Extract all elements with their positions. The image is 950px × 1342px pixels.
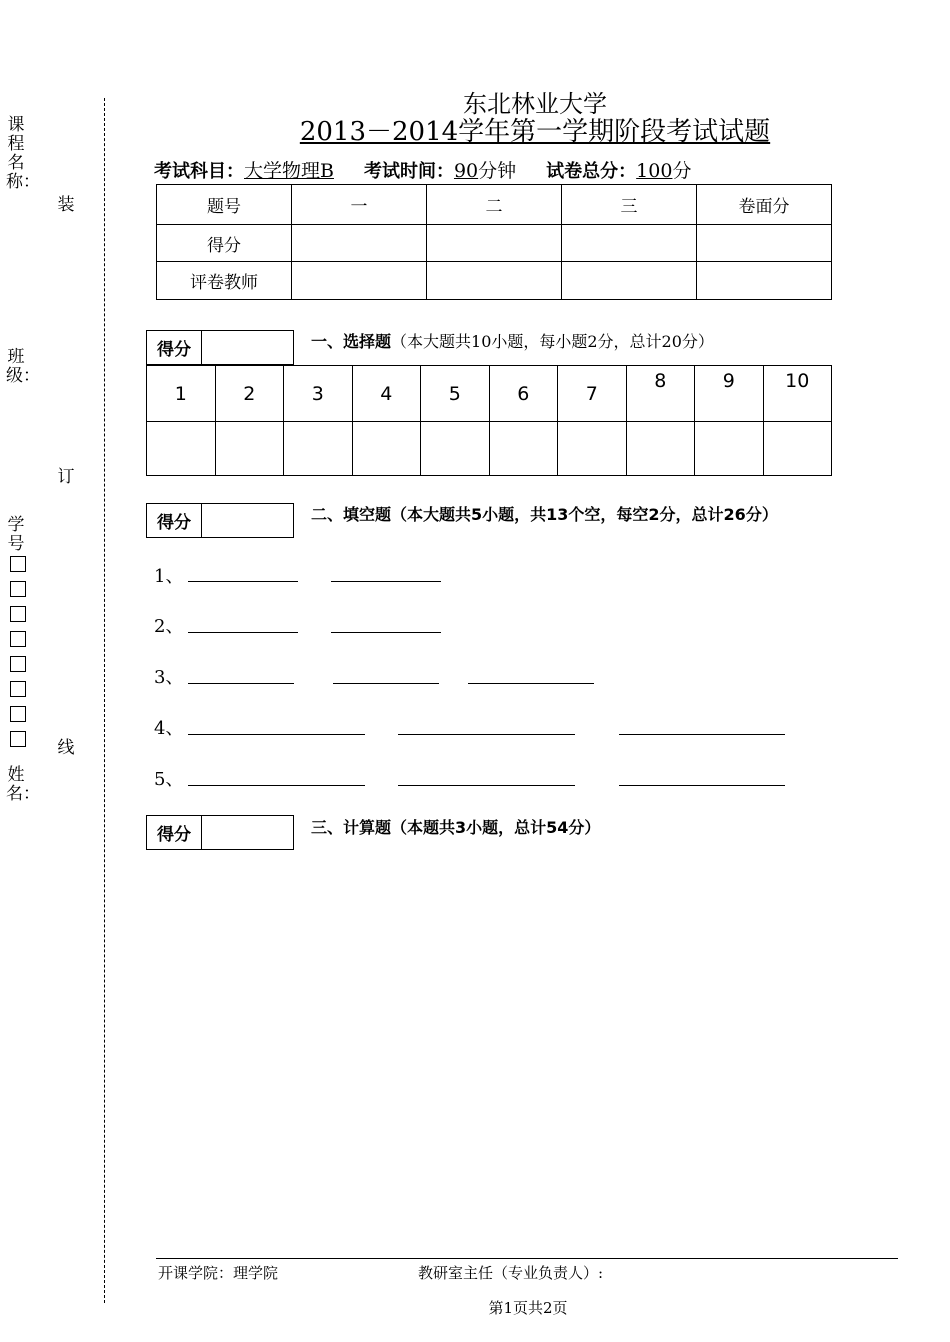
- subject-value: 大学物理B: [244, 160, 334, 182]
- id-box[interactable]: [10, 556, 26, 572]
- total-unit: 分: [672, 160, 692, 182]
- mc-answer-cell[interactable]: [284, 422, 353, 476]
- section3-title: 三、计算题: [311, 818, 392, 837]
- time-value: 90: [453, 160, 479, 182]
- mc-answer-cell[interactable]: [489, 422, 558, 476]
- footer-rule: [156, 1258, 898, 1259]
- section2-heading: [311, 502, 778, 525]
- fill-blank[interactable]: [398, 733, 575, 735]
- mc-number: 2: [215, 366, 284, 422]
- seam-word-xian: 线: [57, 738, 75, 758]
- header-cell: 题号: [157, 185, 292, 225]
- seam-word-zhuang: 装: [57, 195, 75, 215]
- mc-answer-cell[interactable]: [626, 422, 695, 476]
- fill-item-3: 3、: [154, 667, 184, 688]
- fill-blank[interactable]: [331, 580, 441, 582]
- id-box[interactable]: [10, 656, 26, 672]
- name-label: 姓名：: [6, 765, 40, 804]
- mc-number: 6: [489, 366, 558, 422]
- section3-heading: [311, 815, 600, 838]
- header-cell: 一: [292, 185, 427, 225]
- mc-answer-cell[interactable]: [352, 422, 421, 476]
- mc-answer-cell[interactable]: [558, 422, 627, 476]
- exam-info-line: [154, 156, 691, 183]
- score-cell[interactable]: [292, 225, 427, 262]
- section3-score-box: [146, 815, 294, 850]
- fill-blank[interactable]: [331, 631, 441, 633]
- fill-blank[interactable]: [188, 631, 298, 633]
- mc-number: 3: [284, 366, 353, 422]
- class-label: 班级：: [6, 347, 40, 386]
- grader-cell[interactable]: [697, 262, 832, 300]
- student-id-label: 学号: [7, 515, 25, 554]
- id-box[interactable]: [10, 581, 26, 597]
- score-cell[interactable]: [697, 225, 832, 262]
- section2-score-box: [146, 503, 294, 538]
- footer-college: 开课学院：理学院: [158, 1264, 279, 1282]
- fill-item-4: 4、: [154, 718, 184, 739]
- fill-blank[interactable]: [188, 682, 294, 684]
- grader-cell[interactable]: [427, 262, 562, 300]
- time-label: 考试时间：: [363, 161, 454, 182]
- header-cell: 卷面分: [697, 185, 832, 225]
- mc-answer-cell[interactable]: [215, 422, 284, 476]
- mc-number: 8: [626, 366, 695, 422]
- section2-note: （本大题共5小题，共13个空，每空2分，总计26分）: [391, 505, 778, 524]
- id-box[interactable]: [10, 731, 26, 747]
- university-name: 东北林业大学: [463, 90, 607, 118]
- mc-number: 4: [352, 366, 421, 422]
- total-value: 100: [636, 160, 673, 182]
- section1-score-box: [146, 330, 294, 365]
- mc-number: 5: [421, 366, 490, 422]
- fill-item-5: 5、: [154, 769, 184, 790]
- section1-note: （本大题共10小题，每小题2分，总计20分）: [391, 332, 714, 351]
- mc-number: 1: [147, 366, 216, 422]
- score-box-input[interactable]: [202, 331, 294, 365]
- section3-note: （本题共3小题，总计54分）: [391, 818, 601, 837]
- fill-blank[interactable]: [398, 784, 575, 786]
- mc-number: 10: [763, 366, 832, 422]
- header-cell: 二: [427, 185, 562, 225]
- student-id-boxes[interactable]: [8, 556, 28, 756]
- score-box-label: 得分: [147, 816, 202, 850]
- score-cell[interactable]: [562, 225, 697, 262]
- score-box-label: 得分: [147, 504, 202, 538]
- mc-number: 9: [695, 366, 764, 422]
- time-unit: 分钟: [478, 160, 517, 182]
- id-box[interactable]: [10, 606, 26, 622]
- mc-answer-cell[interactable]: [763, 422, 832, 476]
- section1-heading: [311, 329, 714, 352]
- fill-blank[interactable]: [468, 682, 594, 684]
- footer-director: 教研室主任（专业负责人）:: [418, 1264, 604, 1282]
- fill-blank[interactable]: [619, 733, 785, 735]
- id-box[interactable]: [10, 681, 26, 697]
- mc-answer-cell[interactable]: [147, 422, 216, 476]
- header-cell: 三: [562, 185, 697, 225]
- fill-blank[interactable]: [188, 784, 365, 786]
- fill-item-1: 1、: [154, 566, 184, 587]
- exam-title: 2013－2014学年第一学期阶段考试试题: [299, 117, 771, 147]
- score-summary-table: [156, 184, 832, 300]
- score-cell[interactable]: [427, 225, 562, 262]
- section2-title: 二、填空题: [311, 505, 392, 524]
- fill-item-2: 2、: [154, 616, 184, 637]
- mc-answer-cell[interactable]: [695, 422, 764, 476]
- id-box[interactable]: [10, 631, 26, 647]
- fill-blank[interactable]: [188, 580, 298, 582]
- score-box-label: 得分: [147, 331, 202, 365]
- mc-answer-cell[interactable]: [421, 422, 490, 476]
- id-box[interactable]: [10, 706, 26, 722]
- score-box-input[interactable]: [202, 504, 294, 538]
- subject-label: 考试科目：: [154, 161, 244, 182]
- section1-title: 一、选择题: [311, 332, 392, 351]
- multiple-choice-answer-grid: [146, 365, 832, 476]
- grader-cell[interactable]: [562, 262, 697, 300]
- score-box-input[interactable]: [202, 816, 294, 850]
- row-label-grader: 评卷教师: [157, 262, 292, 300]
- total-label: 试卷总分：: [546, 161, 637, 182]
- fill-blank[interactable]: [333, 682, 439, 684]
- binding-dashed-line: [104, 98, 105, 1303]
- mc-number: 7: [558, 366, 627, 422]
- row-label-score: 得分: [157, 225, 292, 262]
- page-number: 第1页共2页: [488, 1299, 568, 1317]
- fill-blank[interactable]: [619, 784, 785, 786]
- course-name-label: 课程名称：: [6, 115, 40, 192]
- fill-blank[interactable]: [188, 733, 365, 735]
- seam-word-ding: 订: [57, 467, 75, 487]
- grader-cell[interactable]: [292, 262, 427, 300]
